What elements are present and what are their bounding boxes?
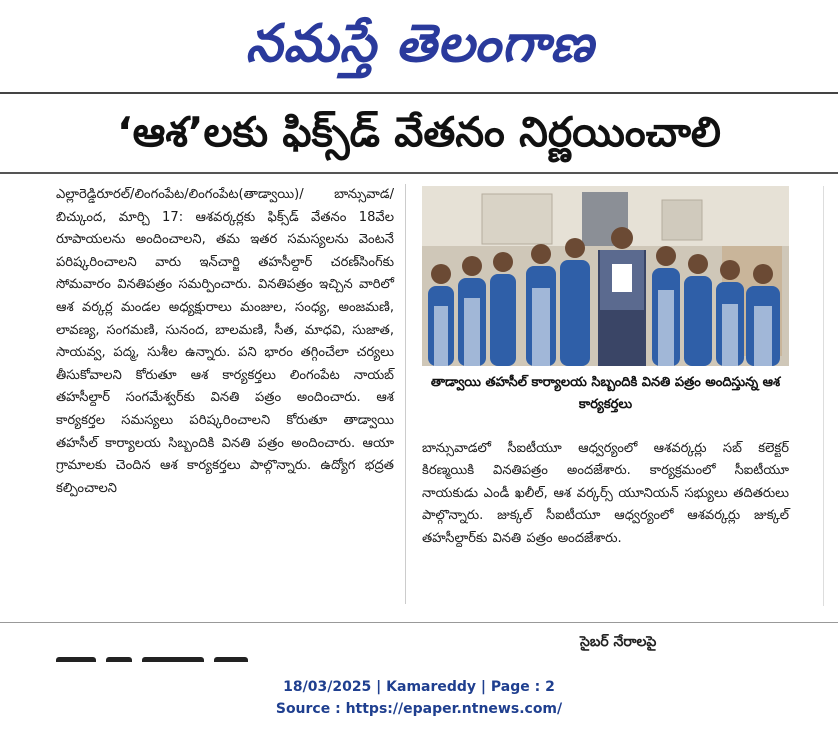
article-left-column bbox=[56, 184, 394, 610]
cropped-text-fragment bbox=[56, 650, 386, 662]
footer bbox=[0, 676, 838, 720]
masthead-title: నమస్తే తెలంగాణ bbox=[245, 14, 595, 74]
article-right-column bbox=[422, 438, 789, 550]
masthead bbox=[0, 0, 838, 92]
next-article-headline: సైబర్ నేరాలపై bbox=[580, 634, 657, 650]
column-divider bbox=[823, 186, 824, 606]
divider bbox=[0, 622, 838, 623]
article-body-left: ఎల్లారెడ్డిరూరల్/లింగంపేట/లింగంపేట(తాడ్వాయి)/ బాన్సువాడ/బిచ్కుంద, మార్చి 17: ఆశవర్కర్లకు ఫిక్స్‌డ్ వేతనం 18వేల రూపాయలను అందించాలని, తమ ఇతర సమస్యలను వెంటనే పరిష్కరించాలని వారు ఇన్‌చార్జి తహసీల్దార్ చరణ్‌సింగ్‌కు సోమవారం వినతిపత్రం సమర్పించారు. వినతిపత్రం ఇచ్చిన వారిలో ఆశ వర్కర్ల మండల అధ్యక్షురాలు మంజుల, సంధ్య, అంజమణి, లావణ్య, సంగమణి, సునంద, బాలమణి, సీత, మాధవి, సుజాత, సాయవ్వ, పద్మ, సుశీల ఉన్నారు. పని భారం తగ్గించేలా చర్యలు తీసుకోవాలని కోరుతూ ఆశ కార్యకర్తలు లింగంపేట నాయబ్ తహసీల్దార్ సంగమేశ్వర్‌కు వినతి పత్రం అందించారు. ఆశ కార్యకర్తల సమస్యలు పరిష్కరించాలని కోరుతూ తాడ్వాయి తహసీల్ కార్యాలయ సిబ్బందికి వినతి పత్రం అందించారు. ఆయా గ్రామాలకు చెందిన ఆశ కార్యకర్తలు పాల్గొన్నారు. ఉద్యోగ భద్రత కల్పించాలని bbox=[56, 187, 394, 496]
article-headline: ‘ఆశ’లకు ఫిక్స్‌డ్ వేతనం నిర్ణయించాలి bbox=[117, 108, 721, 156]
footer-source-line[interactable]: Source : https://epaper.ntnews.com/ bbox=[275, 701, 563, 717]
photo-caption: తాడ్వాయి తహసీల్ కార్యాలయ సిబ్బందికి వినతి పత్రం అందిస్తున్న ఆశ కార్యకర్తలు bbox=[430, 375, 781, 412]
article-body-right: బాన్సువాడలో సీఐటీయూ ఆధ్వర్యంలో ఆశవర్కర్లు సబ్ కలెక్టర్ కిరణ్మయికి వినతిపత్రం అందజేశారు. కార్యక్రమంలో సీఐటీయూ నాయకుడు ఎండీ ఖలీల్, ఆశ వర్కర్స్ యూనియన్ సభ్యులు తదితరులు పాల్గొన్నారు. జుక్కల్ సీఐటీయూ ఆధ్వర్యంలో ఆశవర్కర్లు జుక్కల్ తహసీల్దార్‌కు వినతి పత్రం అందజేశారు. bbox=[422, 441, 789, 546]
column-divider bbox=[405, 184, 406, 604]
photo-illustration bbox=[422, 186, 789, 366]
footer-date-line: 18/03/2025 | Kamareddy | Page : 2 bbox=[283, 679, 555, 695]
divider bbox=[0, 172, 838, 174]
article-photo bbox=[422, 186, 789, 366]
divider bbox=[0, 92, 838, 94]
